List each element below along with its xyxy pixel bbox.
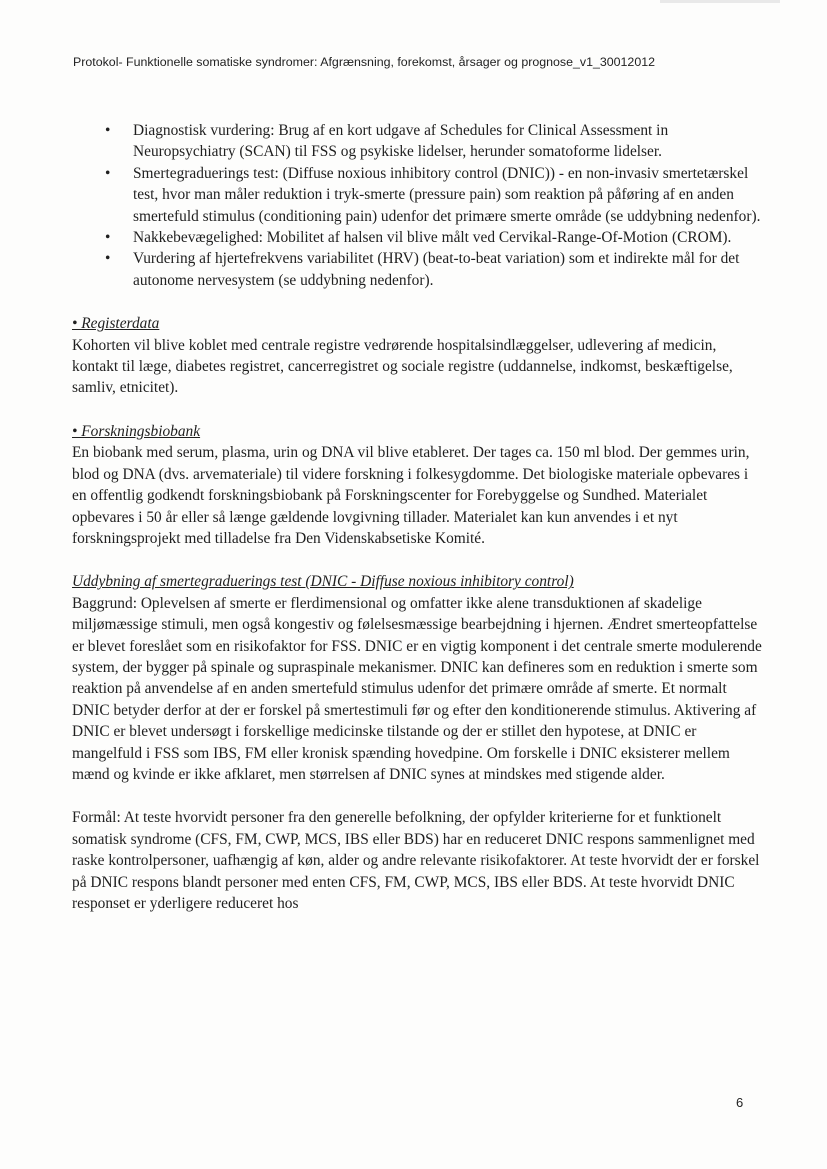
biobank-text: En biobank med serum, plasma, urin og DNA vil blive etableret. Der tages ca. 150 ml blod. Der gemmes urin, blod og DNA (dvs. arvemateriale) til videre forskning i folkesygdomme. Det biologiske materiale opbevares i en offentlig godkendt forskningsbiobank på Forskningscenter for Forebyggelse og Sundhed. Materialet opbevares i 50 år eller så længe gældende lovgivning tillader. Materialet kan kun anvendes i et nyt forskningsprojekt med tilladelse fra Den Videnskabsetiske Komité. xyxy=(72,444,750,547)
dnic-heading: Uddybning af smertegraduerings test (DNIC - Diffuse noxious inhibitory control) xyxy=(72,573,574,591)
list-item xyxy=(72,227,762,248)
list-item xyxy=(72,248,762,291)
biobank-heading: • Forskningsbiobank xyxy=(72,422,201,440)
assessment-list xyxy=(72,120,762,291)
biobank-section xyxy=(72,421,762,549)
registerdata-text: Kohorten vil blive koblet med centrale registre vedrørende hospitalsindlæggelser, udlevering af medicin, kontakt til læge, diabetes registret, cancerregistret og sociale registre (uddannelse, indkomst, beskæftigelse, samliv, etnicitet). xyxy=(72,336,733,397)
page-header: Protokol- Funktionelle somatiske syndromer: Afgrænsning, forekomst, årsager og prognose_v1_30012012 xyxy=(73,55,655,69)
list-item-text: • Diagnostisk vurdering: Brug af en kort udgave af Schedules for Clinical Assessment in Neuropsychiatry (SCAN) til FSS og psykiske lidelser, herunder somatoforme lidelser. xyxy=(133,122,669,161)
registerdata-heading: • Registerdata xyxy=(72,315,160,333)
page-body xyxy=(72,120,762,914)
dnic-section xyxy=(72,571,762,914)
page-number: 6 xyxy=(736,1095,744,1110)
scan-edge-mark xyxy=(660,0,780,3)
dnic-background-text: Baggrund: Oplevelsen af smerte er flerdimensional og omfatter ikke alene transduktionen af skadelige miljømæssige stimuli, men også kongestiv og følelsesmæssige bearbejdning i hjernen. Ændret smerteopfattelse er blevet foreslået som en risikofaktor for FSS. DNIC er en vigtig komponent i det centrale smerte modulerende system, der bygger på spinale og supraspinale mekanismer. DNIC kan defineres som en reduktion i smerte som reaktion på anvendelse af en anden smertefuld stimulus udenfor det primære område af smerte. Et normalt DNIC betyder derfor at der er forskel på smertestimuli før og efter den konditionerende stimulus. Aktivering af DNIC er blevet undersøgt i forskellige medicinske tilstande og der er stillet den hypotese, at DNIC er mangelfuld i FSS som IBS, FM eller kronisk spænding hovedpine. Om forskelle i DNIC eksisterer mellem mænd og kvinde er ikke afklaret, men størrelsen af DNIC synes at mindskes med stigende alder. xyxy=(72,594,762,783)
list-item xyxy=(72,163,762,227)
registerdata-section xyxy=(72,313,762,399)
list-item xyxy=(72,120,762,163)
list-item-text: • Vurdering af hjertefrekvens variabilitet (HRV) (beat-to-beat variation) som et indirekte mål for det autonome nervesystem (se uddybning nedenfor). xyxy=(133,250,740,289)
list-item-text: • Nakkebevægelighed: Mobilitet af halsen vil blive målt ved Cervikal-Range-Of-Motion (CROM). xyxy=(133,229,732,247)
list-item-text: • Smertegraduerings test: (Diffuse noxious inhibitory control (DNIC)) - en non-invasiv smertetærskel test, hvor man måler reduktion i tryk-smerte (pressure pain) som reaktion på påføring af en anden smertefuld stimulus (conditioning pain) udenfor det primære smerte område (se uddybning nedenfor). xyxy=(133,164,761,225)
dnic-purpose-text: Formål: At teste hvorvidt personer fra den generelle befolkning, der opfylder kriterierne for et funktionelt somatisk syndrome (CFS, FM, CWP, MCS, IBS eller BDS) har en reduceret DNIC respons sammenlignet med raske kontrolpersoner, uafhængig af køn, alder og andre relevante risikofaktorer. At teste hvorvidt der er forskel på DNIC respons blandt personer med enten CFS, FM, CWP, MCS, IBS eller BDS. At teste hvorvidt DNIC responset er yderligere reduceret hos xyxy=(72,809,760,912)
